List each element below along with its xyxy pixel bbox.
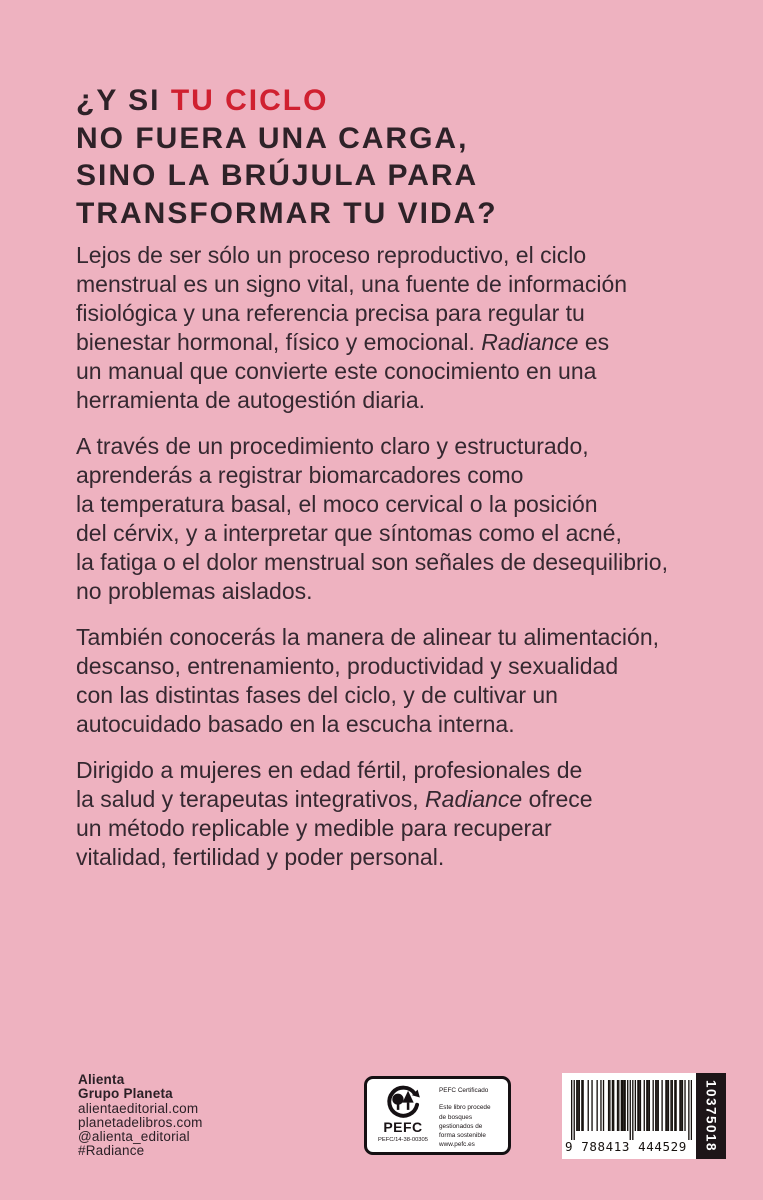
paragraph-3 xyxy=(76,623,736,739)
body-line: A través de un procedimiento claro y estructurado, xyxy=(76,433,589,459)
publisher-name: Alienta xyxy=(78,1072,125,1087)
pefc-text-column xyxy=(432,1084,501,1148)
book-title-italic: Radiance xyxy=(425,786,523,812)
body-copy xyxy=(76,241,736,889)
paragraph-1 xyxy=(76,241,736,415)
publisher-website-2: planetadelibros.com xyxy=(78,1114,203,1130)
body-text: la salud y terapeutas integrativos, xyxy=(76,786,426,812)
pefc-title: PEFC Certificado xyxy=(439,1087,489,1094)
body-line: un manual que convierte este conocimiento en una xyxy=(76,358,597,384)
body-line: descanso, entrenamiento, productividad y sexualidad xyxy=(76,653,619,679)
headline-line-1 xyxy=(76,82,498,120)
pefc-cert-code: PEFC/14-38-00305 xyxy=(378,1137,428,1143)
body-line: menstrual es un signo vital, una fuente de información xyxy=(76,271,628,297)
headline-line-4: TRANSFORMAR TU VIDA? xyxy=(76,196,498,230)
publisher-website-1: alientaeditorial.com xyxy=(78,1100,199,1116)
pefc-url: www.pefc.es xyxy=(439,1141,475,1149)
body-line: Lejos de ser sólo un proceso reproductivo, el ciclo xyxy=(76,242,587,268)
pefc-certification-label xyxy=(364,1076,511,1155)
body-line xyxy=(76,328,736,357)
headline-highlight: TU CICLO xyxy=(170,84,329,118)
body-line: un método replicable y medible para recuperar xyxy=(76,815,552,841)
book-title-italic: Radiance xyxy=(481,329,579,355)
body-line: Dirigido a mujeres en edad fértil, profesionales de xyxy=(76,757,583,783)
barcode-side-code: 10375018 xyxy=(696,1073,726,1159)
body-text: bienestar hormonal, físico y emocional. xyxy=(76,329,482,355)
body-line: vitalidad, fertilidad y poder personal. xyxy=(76,844,445,870)
barcode xyxy=(562,1073,726,1159)
pefc-trees-icon xyxy=(384,1084,422,1120)
barcode-main xyxy=(562,1073,696,1159)
headline-prefix: ¿Y SI xyxy=(76,84,171,118)
headline-line-2: NO FUERA UNA CARGA, xyxy=(76,121,469,155)
headline xyxy=(76,82,498,232)
publisher-group: Grupo Planeta xyxy=(78,1086,173,1102)
paragraph-2 xyxy=(76,432,736,606)
book-hashtag: #Radiance xyxy=(78,1143,145,1159)
body-line: También conocerás la manera de alinear tu alimentación, xyxy=(76,624,659,650)
pefc-description: Este libro procede de bosques gestionados de forma sostenible xyxy=(439,1104,491,1140)
body-line: la temperatura basal, el moco cervical o la posición xyxy=(76,491,598,517)
body-text: es xyxy=(578,329,610,355)
body-text: ofrece xyxy=(522,786,593,812)
body-line xyxy=(76,785,736,814)
barcode-bars xyxy=(571,1080,692,1140)
body-line: del cérvix, y a interpretar que síntomas como el acné, xyxy=(76,520,622,546)
pefc-wordmark: PEFC xyxy=(383,1119,423,1135)
barcode-number: 9 788413 444529 xyxy=(565,1139,687,1154)
body-line: la fatiga o el dolor menstrual son señales de desequilibrio, xyxy=(76,549,668,575)
body-line: aprenderás a registrar biomarcadores como xyxy=(76,462,524,488)
pefc-logo-column xyxy=(374,1084,432,1148)
body-line: herramienta de autogestión diaria. xyxy=(76,387,426,413)
body-line: fisiológica y una referencia precisa para regular tu xyxy=(76,300,585,326)
body-line: no problemas aislados. xyxy=(76,578,313,604)
publisher-block xyxy=(78,1073,203,1159)
headline-line-3: SINO LA BRÚJULA PARA xyxy=(76,159,479,193)
paragraph-4 xyxy=(76,756,736,872)
body-line: autocuidado basado en la escucha interna. xyxy=(76,711,515,737)
publisher-social-handle: @alienta_editorial xyxy=(78,1129,190,1145)
body-line: con las distintas fases del ciclo, y de cultivar un xyxy=(76,682,558,708)
